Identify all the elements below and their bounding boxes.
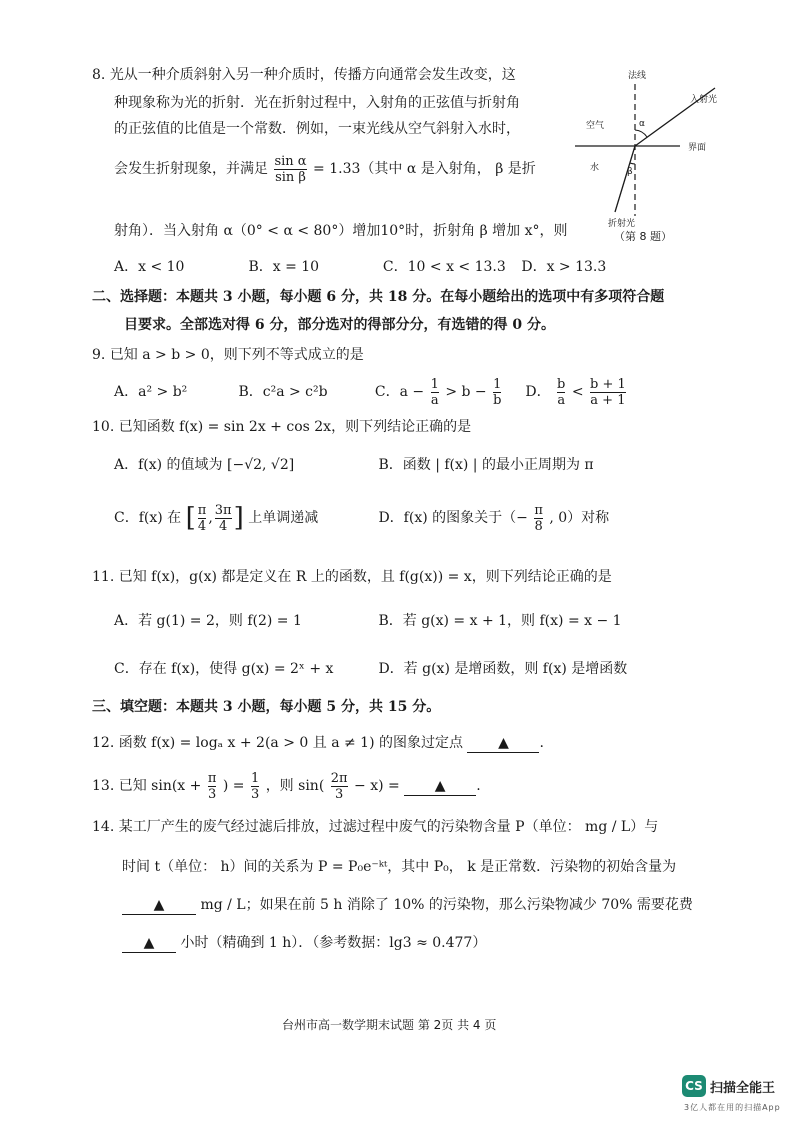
q10-c-frac-1-den: 4 <box>197 518 207 534</box>
q13-frac-3-num: 2π <box>330 770 348 786</box>
section2-header-line2: 目要求。全部选对得 6 分，部分选对的得部分分，有选错的得 0 分。 <box>124 317 555 333</box>
q10-d-post: , 0）对称 <box>549 510 610 526</box>
q13-frac-2-den: 3 <box>250 786 260 802</box>
q10-c-frac-2 <box>215 503 232 534</box>
q8-frac-den: sin β <box>275 169 306 185</box>
q9-number: 9. <box>92 347 106 363</box>
q10-option-a: A．f(x) 的值域为 [−√2, √2] <box>114 457 295 473</box>
q9-options <box>114 372 628 412</box>
cs-logo-icon: CS <box>682 1075 706 1097</box>
q9-d-frac-2-den: a + 1 <box>590 392 626 408</box>
beta-label: β <box>627 167 633 177</box>
q8-frac-num: sin α <box>274 153 307 169</box>
q8-line4-post: = 1.33（其中 α 是入射角， β 是折 <box>313 161 536 177</box>
q9-d-frac-2 <box>590 377 626 408</box>
section3-header: 三、填空题：本题共 3 小题，每小题 5 分，共 15 分。 <box>92 699 441 715</box>
q8-line4-pre: 会发生折射现象，并满足 <box>114 161 268 177</box>
incident-label: 入射光 <box>690 95 718 105</box>
q8-line1 <box>92 66 516 84</box>
triangle-icon: ▲ <box>498 735 509 751</box>
q14-text-1: 某工厂产生的废气经过滤后排放，过滤过程中废气的污染物含量 P（单位： mg / L）与 <box>118 819 659 835</box>
q9-c-mid: > b − <box>445 384 487 400</box>
q8-line2: 种现象称为光的折射．光在折射过程中，入射角的正弦值与折射角 <box>114 95 520 111</box>
q9-c-frac-b-den: b <box>493 392 502 408</box>
q9-c-frac-b-num: 1 <box>493 376 502 392</box>
q9-option-b: B．c²a > c²b <box>238 384 328 400</box>
q11-option-c: C．存在 f(x)，使得 g(x) = 2ˣ + x <box>114 661 334 677</box>
q12-stem: 函数 f(x) = logₐ x + 2(a > 0 且 a ≠ 1) 的图象过定点 <box>118 735 463 751</box>
q11-stem <box>92 568 612 586</box>
q8-line5: 射角）．当入射角 α（0° < α < 80°）增加10°时，折射角 β 增加 x°，则 <box>114 223 568 239</box>
air-label: 空气 <box>586 121 605 131</box>
q8-option-a: A．x < 10 <box>114 259 185 275</box>
q13-frac-1-num: π <box>207 770 217 786</box>
q10-d-frac-num: π <box>534 502 543 518</box>
q8-option-b: B．x = 10 <box>248 259 320 275</box>
interface-label: 界面 <box>688 143 707 153</box>
refracted-ray <box>615 146 635 212</box>
q11-option-d: D．若 g(x) 是增函数，则 f(x) 是增函数 <box>378 661 628 677</box>
triangle-icon: ▲ <box>434 778 446 794</box>
q9-d-lt: < <box>571 384 584 400</box>
q9-d-frac-1-den: a <box>557 392 566 408</box>
q10-option-d <box>378 498 609 538</box>
q14-number: 14. <box>92 819 115 835</box>
q9-option-a: A．a² > b² <box>114 384 188 400</box>
triangle-icon: ▲ <box>143 935 155 951</box>
q10-d-pre: D．f(x) 的图象关于（− <box>378 510 528 526</box>
q12 <box>92 734 544 753</box>
q13-frac-3 <box>331 771 348 802</box>
q10-d-frac-den: 8 <box>534 518 543 534</box>
logo-tagline: 3亿人都在用的扫描App <box>684 1103 781 1112</box>
q9-stem <box>92 346 364 364</box>
q10-option-b: B．函数 | f(x) | 的最小正周期为 π <box>378 457 594 473</box>
q13-end: . <box>476 778 481 794</box>
page-footer: 台州市高一数学期末试题 第 2页 共 4 页 <box>282 1018 497 1032</box>
q8-option-d: D．x > 13.3 <box>521 259 607 275</box>
q8-option-c: C．10 < x < 13.3 <box>382 259 506 275</box>
q13-frac-1-den: 3 <box>207 786 217 802</box>
triangle-icon: ▲ <box>153 897 165 913</box>
q10-option-c: C．f(x) 在 [ $\frac{\pi}{4}$ , $\frac{3\pi}{4}$ ] 上单调递减 <box>114 502 319 534</box>
q11-row1 <box>114 612 622 630</box>
q14-text-3: mg / L；如果在前 5 h 消除了 10% 的污染物，那么污染物减少 70% 需要花费 <box>200 897 693 913</box>
q10-c-frac-2-num: 3π <box>214 502 232 518</box>
logo-name: 扫描全能王 <box>710 1081 776 1096</box>
q13-frac-1 <box>208 771 217 802</box>
q8-sine-ratio <box>274 154 306 185</box>
q8-text-1: 光从一种介质斜射入另一种介质时，传播方向通常会发生改变，这 <box>109 67 516 83</box>
q8-number: 8. <box>92 67 106 83</box>
q12-number: 12. <box>92 735 115 751</box>
q13-number: 13. <box>92 778 115 794</box>
q9-c-frac-b <box>493 377 501 408</box>
q9-c-pre: C．a − <box>374 384 425 400</box>
q13 <box>92 766 481 806</box>
q8-line4 <box>114 152 536 186</box>
q9-d-frac-1 <box>557 377 565 408</box>
figure-caption: （第 8 题） <box>614 230 672 241</box>
q14-answer-blank-1[interactable] <box>122 896 196 915</box>
q12-answer-blank[interactable] <box>467 734 539 753</box>
alpha-arc <box>635 130 647 137</box>
q9-d-frac-1-num: b <box>557 376 566 392</box>
q11-number: 11. <box>92 569 115 585</box>
q13-frac-2 <box>251 771 259 802</box>
q10-d-frac <box>534 503 543 534</box>
q9-c-frac-a-den: a <box>430 392 439 408</box>
q14-line3 <box>122 896 693 915</box>
q8-line3: 的正弦值的比值是一个常数．例如，一束光线从空气斜射入水时， <box>114 121 520 137</box>
q10-row2 <box>114 498 609 538</box>
refracted-label: 折射光 <box>608 219 636 229</box>
q10-c-pre: C．f(x) 在 <box>114 510 182 526</box>
q9-d-pre: D． <box>525 384 551 400</box>
q8-options <box>114 258 606 276</box>
section2-header-line1: 二、选择题：本题共 3 小题，每小题 6 分，共 18 分。在每小题给出的选项中有多项符合题 <box>92 289 665 305</box>
q12-end: . <box>539 735 544 751</box>
q14-line2: 时间 t（单位： h）间的关系为 P = P₀e⁻ᵏᵗ，其中 P₀， k 是正常数．污染物的初始含量为 <box>122 859 677 875</box>
q10-c-frac-1 <box>198 503 207 534</box>
q10-row1 <box>114 456 594 474</box>
q11-option-a: A．若 g(1) = 2，则 f(2) = 1 <box>114 613 302 629</box>
q10-c-post: 上单调递减 <box>248 510 319 526</box>
q9-c-frac-a-num: 1 <box>430 376 439 392</box>
q10-c-frac-1-num: π <box>197 502 207 518</box>
q10-stem-text: 已知函数 f(x) = sin 2x + cos 2x，则下列结论正确的是 <box>118 419 472 435</box>
q13-answer-blank[interactable] <box>404 777 476 796</box>
q10-c-frac-2-den: 4 <box>215 518 232 534</box>
q9-stem-text: 已知 a > b > 0，则下列不等式成立的是 <box>109 347 364 363</box>
water-label: 水 <box>590 163 600 173</box>
q11-option-b: B．若 g(x) = x + 1，则 f(x) = x − 1 <box>378 613 622 629</box>
q13-frac-2-num: 1 <box>250 770 260 786</box>
scanner-logo <box>682 1075 782 1117</box>
q13-mid3: − x) = <box>354 778 400 794</box>
q13-pre: 已知 sin(x + <box>118 778 202 794</box>
q9-option-c <box>375 372 521 412</box>
beta-arc <box>630 163 635 164</box>
q9-option-d <box>525 372 627 412</box>
alpha-label: α <box>639 119 645 129</box>
refraction-diagram <box>570 66 730 241</box>
q10-number: 10. <box>92 419 115 435</box>
q13-mid2: ，则 sin( <box>265 778 325 794</box>
q13-mid1: ) = <box>222 778 245 794</box>
normal-label: 法线 <box>628 71 647 81</box>
q11-stem-text: 已知 f(x)，g(x) 都是定义在 R 上的函数，且 f(g(x)) = x，则下列结论正确的是 <box>118 569 612 585</box>
q14-answer-blank-2[interactable] <box>122 934 176 953</box>
q13-frac-3-den: 3 <box>331 786 348 802</box>
q14-line4 <box>122 934 486 953</box>
q9-c-frac-a <box>431 377 439 408</box>
q14-text-4: 小时（精确到 1 h）．（参考数据：lg3 ≈ 0.477） <box>180 935 487 951</box>
q9-d-frac-2-num: b + 1 <box>590 376 626 392</box>
q14-line1 <box>92 818 658 836</box>
q11-row2 <box>114 660 627 678</box>
q10-stem <box>92 418 471 436</box>
